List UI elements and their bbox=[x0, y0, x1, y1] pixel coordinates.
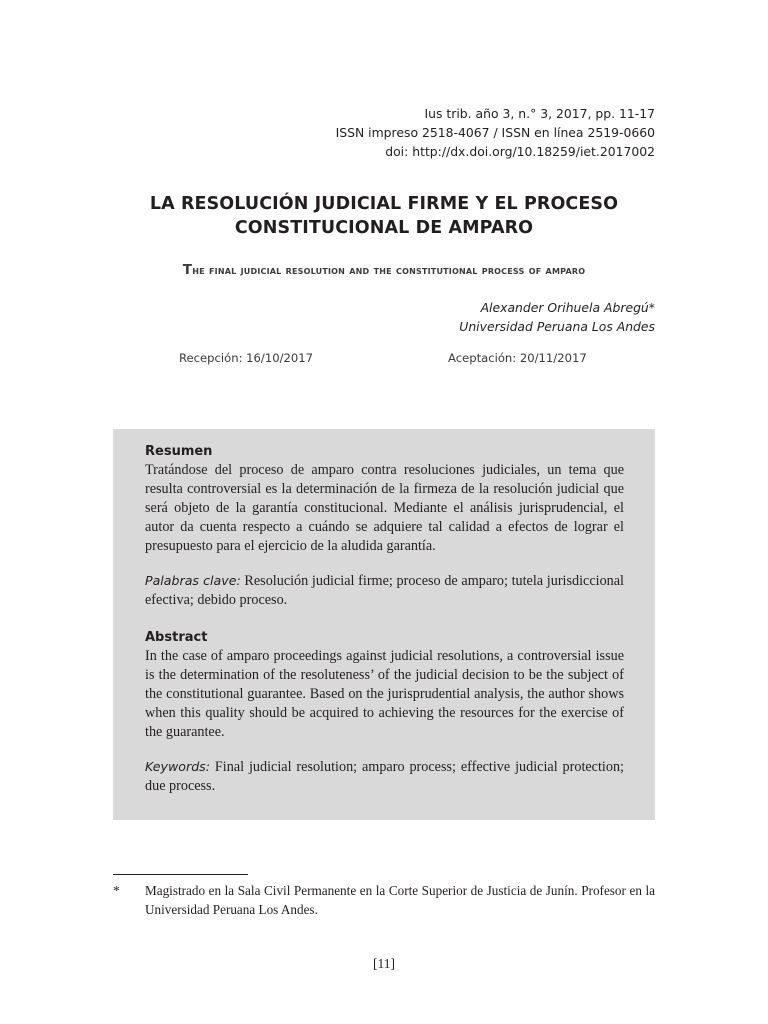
footnote-mark: * bbox=[113, 883, 120, 898]
english-title-initial: T bbox=[182, 262, 193, 278]
resumen-keywords-text: Resolución judicial firme; proceso de amparo; tutela jurisdiccional efectiva; debido proceso. bbox=[145, 573, 624, 608]
abstract-box bbox=[113, 429, 655, 820]
article-title bbox=[100, 192, 668, 240]
issn-line: ISSN impreso 2518-4067 / ISSN en línea 2519-0660 bbox=[335, 125, 655, 140]
abstract-heading: Abstract bbox=[145, 630, 208, 645]
acceptance-date: Aceptación: 20/11/2017 bbox=[448, 351, 587, 365]
resumen-heading: Resumen bbox=[145, 444, 213, 459]
author-name: Alexander Orihuela Abregú* bbox=[480, 300, 655, 315]
doi-line: doi: http://dx.doi.org/10.18259/iet.2017002 bbox=[385, 144, 655, 159]
footnote-text: Magistrado en la Sala Civil Permanente en la Corte Superior de Justicia de Junín. Profesor en la Universidad Peruana Los Andes. bbox=[145, 883, 655, 917]
author-affiliation: Universidad Peruana Los Andes bbox=[459, 319, 655, 334]
abstract-keywords-label: Keywords: bbox=[145, 759, 210, 774]
article-english-title bbox=[100, 262, 668, 278]
footnote-divider bbox=[113, 874, 248, 875]
english-title-rest: he final judicial resolution and the constitutional process of amparo bbox=[192, 263, 586, 277]
abstract-body: In the case of amparo proceedings against judicial resolutions, a controversial issue is the determination of the resoluteness’ of the judicial decision to be the subject of the constitutional guarantee. Based on the jurisprudential analysis, the author shows when this quality should be acquired to achieving the resources for the exercise of the guarantee. bbox=[145, 648, 624, 740]
abstract-box-content bbox=[145, 443, 624, 796]
resumen-keywords-label: Palabras clave: bbox=[145, 573, 241, 588]
journal-issue-line: Ius trib. año 3, n.° 3, 2017, pp. 11-17 bbox=[424, 106, 655, 121]
abstract-keywords-text: Final judicial resolution; amparo process; effective judicial protection; due process. bbox=[145, 759, 624, 794]
abstract-keywords bbox=[145, 757, 624, 796]
page-number: [11] bbox=[373, 956, 395, 971]
resumen-keywords bbox=[145, 571, 624, 610]
footnote bbox=[113, 881, 655, 919]
resumen-body: Tratándose del proceso de amparo contra resoluciones judiciales, un tema que resulta controversial es la determinación de la firmeza de la resolución judicial que será objeto de la garantía constitucional. Mediante el análisis jurisprudencial, el autor da cuenta respecto a cuándo se adquiere tal calidad a efectos de lograr el presupuesto para el ejercicio de la aludida garantía. bbox=[145, 462, 624, 554]
reception-date: Recepción: 16/10/2017 bbox=[179, 351, 313, 365]
article-title-line-2: CONSTITUCIONAL DE AMPARO bbox=[234, 218, 534, 238]
article-title-line-1: LA RESOLUCIÓN JUDICIAL FIRME Y EL PROCESO bbox=[149, 194, 619, 214]
journal-citation bbox=[336, 104, 655, 161]
author-block bbox=[459, 298, 655, 336]
